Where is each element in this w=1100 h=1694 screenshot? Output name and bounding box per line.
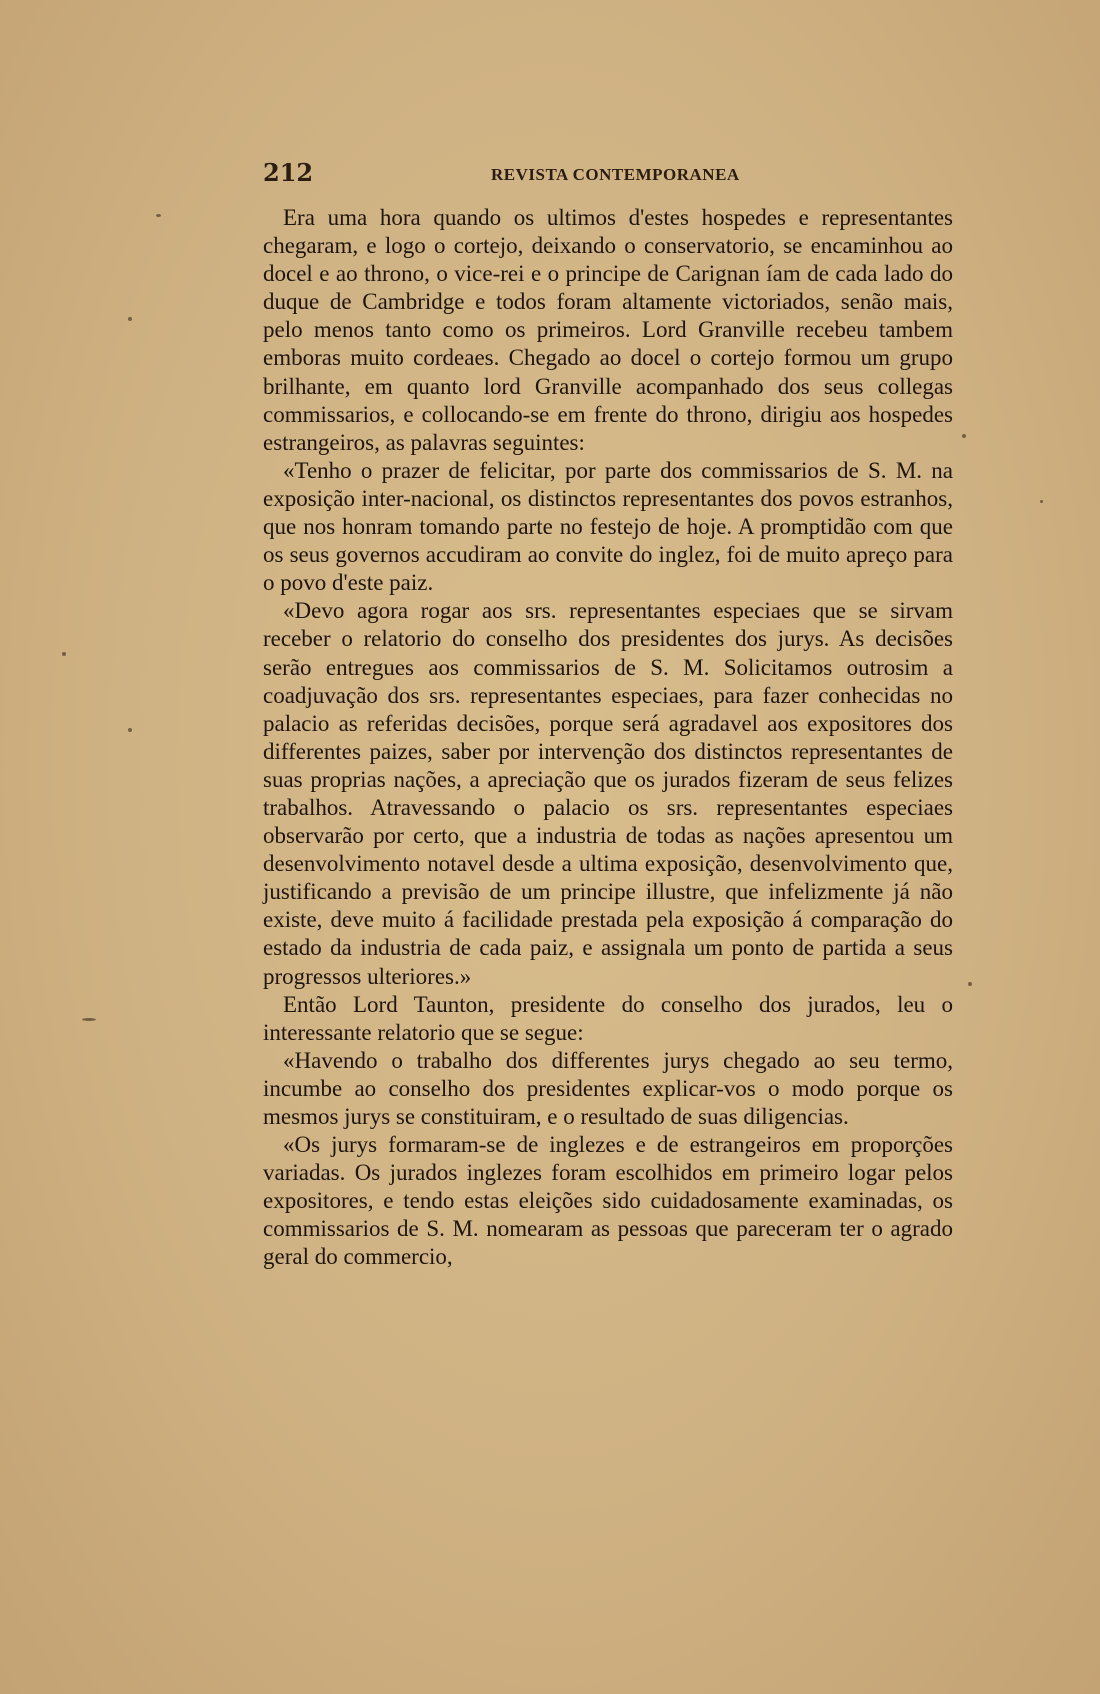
paper-speck	[62, 652, 66, 656]
paper-speck	[128, 728, 132, 732]
paper-speck	[968, 982, 972, 986]
running-title: REVISTA CONTEMPORANEA	[491, 165, 740, 184]
paper-speck	[962, 434, 966, 438]
page-number: 212	[263, 158, 314, 187]
paper-speck	[128, 317, 132, 321]
paragraph: «Devo agora rogar aos srs. representantes especiaes que se sirvam receber o relatorio do conselho dos presidentes dos jurys. As decisões serão entregues aos commissarios de S. M. Solicitamos outrosim a coadjuvação dos srs. representantes especiaes, para fazer conhecidas no palacio as referidas decisões, porque será agradavel aos expositores dos differentes paizes, saber por intervenção dos distinctos representantes de suas proprias nações, a apreciação que os jurados fizeram de seus felizes trabalhos. Atravessando o palacio os srs. representantes especiaes observarão por certo, que a industria de todas as nações apresentou um desenvolvimento notavel desde a ultima exposição, desenvolvimento que, justificando a previsão de um principe illustre, que infelizmente já não existe, deve muito á facilidade prestada pela exposição á comparação do estado da industria de cada paiz, e assignala um ponto de partida a seus progressos ulteriores.»	[263, 598, 953, 989]
paper-speck	[82, 1018, 96, 1021]
page-header	[263, 158, 953, 188]
paragraph: «Tenho o prazer de felicitar, por parte dos commissarios de S. M. na exposição inter-nacional, os distinctos representantes dos povos estranhos, que nos honram tomando parte no festejo de hoje. A promptidão com que os seus governos accudiram ao convite do inglez, foi de muito apreço para o povo d'este paiz.	[263, 457, 953, 596]
paragraph: «Havendo o trabalho dos differentes jurys chegado ao seu termo, incumbe ao conselho dos presidentes explicar-vos o modo porque os mesmos jurys se constituiram, e o resultado de suas diligencias.	[263, 1047, 953, 1129]
body-text	[263, 204, 953, 1272]
paragraph: «Os jurys formaram-se de inglezes e de estrangeiros em proporções variadas. Os jurados inglezes foram escolhidos em primeiro logar pelos expositores, e tendo estas eleições sido cuidadosamente examinadas, os commissarios de S. M. nomearam as pessoas que pareceram ter o agrado geral do commercio,	[263, 1132, 953, 1270]
paragraph: Era uma hora quando os ultimos d'estes hospedes e representantes chegaram, e logo o cortejo, deixando o conservatorio, se encaminhou ao docel e ao throno, o vice-rei e o principe de Carignan íam de cada lado do duque de Cambridge e todos foram altamente victoriados, senão mais, pelo menos tanto como os primeiros. Lord Granville recebeu tambem emboras muito cordeaes. Chegado ao docel o cortejo formou um grupo brilhante, em quanto lord Granville acompanhado dos seus collegas commissarios, e collocando-se em frente do throno, dirigiu aos hospedes estrangeiros, as palavras seguintes:	[263, 205, 953, 455]
paragraph: Então Lord Taunton, presidente do conselho dos jurados, leu o interessante relatorio que se segue:	[263, 991, 953, 1045]
paper-speck	[156, 214, 161, 217]
paper-speck	[1040, 500, 1043, 503]
